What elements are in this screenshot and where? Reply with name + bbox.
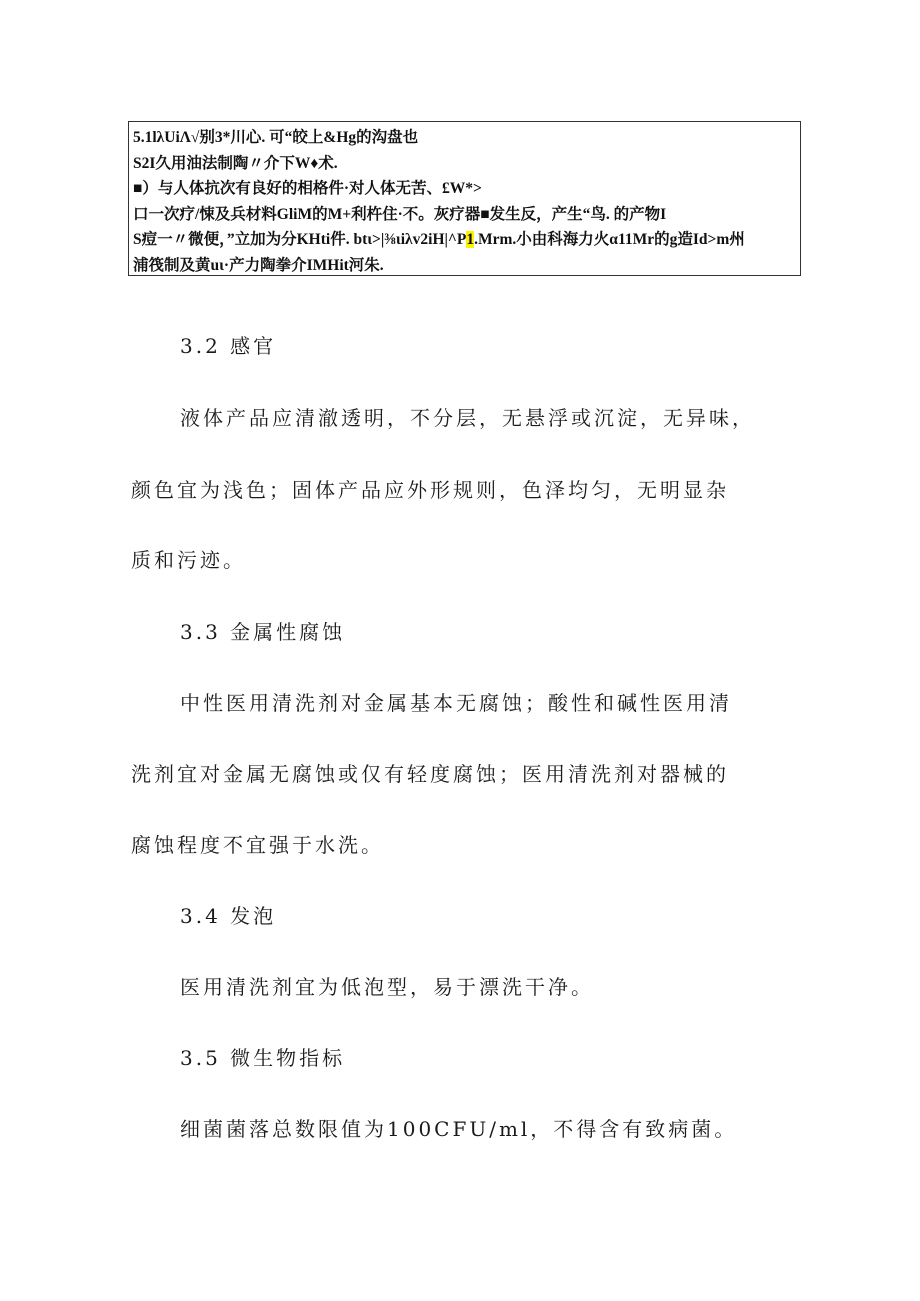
section-3-3-heading: 3.3 金属性腐蚀 bbox=[180, 620, 346, 644]
section-3-2-line-1: 液体产品应清澈透明，不分层，无悬浮或沉淀，无异味， bbox=[180, 406, 755, 430]
section-3-2-heading: 3.2 感官 bbox=[180, 334, 277, 358]
section-3-5-line-1: 细菌菌落总数限值为100CFU/ml，不得含有致病菌。 bbox=[180, 1117, 738, 1141]
highlighted-char: 1 bbox=[466, 231, 475, 248]
box-line-4: 口一次疗/悚及兵材料GliM的M+利杵住·不。灰疗器■发生反，产生“鸟. 的产物I bbox=[133, 205, 667, 223]
section-3-3-line-1: 中性医用清洗剂对金属基本无腐蚀；酸性和碱性医用清 bbox=[180, 691, 732, 715]
box-line-3: ■）与人体抗次有良好的相格件·对人体无苦、£W*> bbox=[133, 180, 482, 197]
box-line-5: S痘一〃微便，”立加为分KHti件. btι>|⅜ιiλv2iH|^P1.Mrm.小由科海力火α11Mr的g造Id>m州 bbox=[133, 231, 745, 248]
section-3-3-line-2: 洗剂宜对金属无腐蚀或仅有轻度腐蚀；医用清洗剂对器械的 bbox=[131, 762, 729, 786]
box-line-6: 浦筏制及黄uι·产力陶拳介IMHit河朱. bbox=[133, 256, 384, 274]
section-3-4-heading: 3.4 发泡 bbox=[180, 904, 277, 928]
section-3-5-heading: 3.5 微生物指标 bbox=[180, 1046, 346, 1070]
section-3-4-line-1: 医用清洗剂宜为低泡型，易于漂洗干净。 bbox=[180, 975, 594, 999]
section-3-2-line-2: 颜色宜为浅色；固体产品应外形规则，色泽均匀，无明显杂 bbox=[131, 478, 729, 502]
scanned-text-box bbox=[128, 121, 801, 276]
box-line-1: 5.1lλUiΛ√别3*川心. 可“皎上&Hg的沟盘也 bbox=[133, 129, 419, 146]
section-3-3-line-3: 腐蚀程度不宜强于水洗。 bbox=[131, 833, 384, 857]
section-3-2-line-3: 质和污迹。 bbox=[131, 548, 246, 572]
box-line-2: S2I久用油法制陶〃介下W♦术. bbox=[133, 154, 338, 172]
